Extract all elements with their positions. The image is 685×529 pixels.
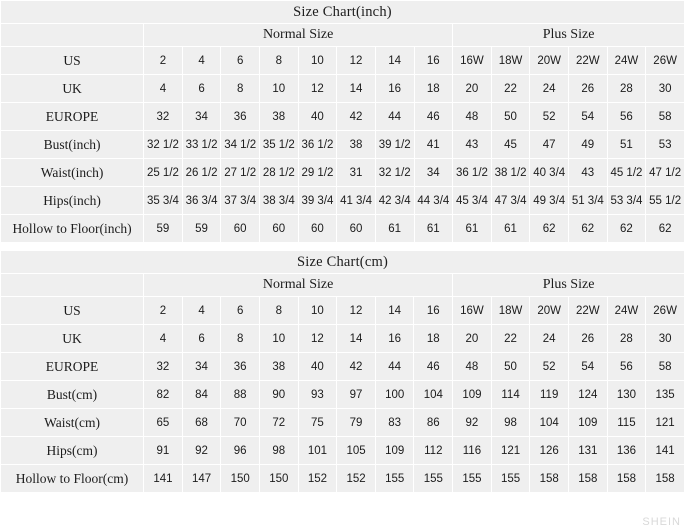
cell: 12 [298,325,337,353]
cell: 152 [298,465,337,493]
cell: 16 [375,75,414,103]
cell: 155 [491,465,530,493]
cell: 44 [375,353,414,381]
cell: 48 [453,103,492,131]
row-label-us-cm: US [1,297,144,325]
group-normal-size-cm: Normal Size [144,274,453,297]
cell: 124 [568,381,607,409]
cell: 101 [298,437,337,465]
cell: 121 [491,437,530,465]
cell: 8 [221,325,260,353]
cell: 12 [337,297,376,325]
cell: 61 [491,215,530,243]
cell: 38 1/2 [491,159,530,187]
table-row [1,131,685,159]
cell: 104 [414,381,453,409]
cell: 91 [144,437,183,465]
cell: 62 [569,215,608,243]
group-row-spacer [1,274,144,297]
row-label-hips-cm: Hips(cm) [1,437,144,465]
cell: 36 [221,103,260,131]
cell: 51 3/4 [569,187,608,215]
cell: 41 3/4 [337,187,376,215]
cell: 39 1/2 [375,131,414,159]
cell: 28 1/2 [260,159,299,187]
cell: 141 [646,437,685,465]
row-label-europe-cm: EUROPE [1,353,144,381]
cell: 10 [298,297,337,325]
cell: 58 [646,103,685,131]
cell: 130 [607,381,646,409]
cell: 10 [260,75,299,103]
cell: 97 [337,381,376,409]
cell: 147 [182,465,221,493]
cell: 14 [375,47,414,75]
row-label-waist-inch: Waist(inch) [1,159,144,187]
cell: 38 3/4 [260,187,299,215]
cell: 55 1/2 [646,187,685,215]
row-label-bust-cm: Bust(cm) [1,381,144,409]
cell: 32 [144,353,183,381]
row-label-hips-inch: Hips(inch) [1,187,144,215]
cell: 100 [375,381,414,409]
row-label-waist-cm: Waist(cm) [1,409,144,437]
cell: 40 [298,103,337,131]
cell: 28 [607,325,646,353]
cell: 54 [568,353,607,381]
cell: 6 [221,297,260,325]
table-row [1,187,685,215]
cell: 53 3/4 [607,187,646,215]
cell: 24 [530,325,569,353]
cell: 12 [337,47,376,75]
cell: 158 [646,465,685,493]
cell: 62 [607,215,646,243]
cell: 62 [646,215,685,243]
size-chart-cm-block [0,250,685,493]
cell: 34 1/2 [221,131,260,159]
cell: 61 [453,215,492,243]
cell: 58 [646,353,685,381]
cell: 60 [337,215,376,243]
cell: 43 [453,131,492,159]
cell: 44 [375,103,414,131]
cell: 158 [607,465,646,493]
cell: 30 [646,75,685,103]
cell: 68 [182,409,221,437]
cell: 82 [144,381,183,409]
table-title-row [1,251,685,274]
table-row [1,465,685,493]
cell: 25 1/2 [144,159,183,187]
cell: 96 [221,437,260,465]
group-normal-size-inch: Normal Size [144,24,453,47]
size-chart-inch-block [0,0,685,244]
cell: 52 [530,103,569,131]
cell: 4 [182,297,221,325]
cell: 155 [375,465,414,493]
cell: 46 [414,353,453,381]
cell: 30 [646,325,685,353]
cell: 158 [568,465,607,493]
cell: 35 3/4 [144,187,183,215]
cell: 105 [337,437,376,465]
cell: 18W [491,297,530,325]
table-row [1,353,685,381]
cell: 49 3/4 [530,187,569,215]
table-row [1,297,685,325]
size-chart-inch-table [0,0,685,243]
cell: 22W [568,297,607,325]
cell: 42 [337,103,376,131]
cell: 98 [491,409,530,437]
cell: 44 3/4 [414,187,453,215]
cell: 109 [375,437,414,465]
cell: 56 [607,103,646,131]
table-row [1,159,685,187]
cell: 45 3/4 [453,187,492,215]
cell: 104 [530,409,569,437]
chart-title-inch: Size Chart(inch) [1,1,685,24]
cell: 36 3/4 [182,187,221,215]
cell: 27 1/2 [221,159,260,187]
cell: 150 [221,465,260,493]
cell: 6 [182,325,221,353]
table-row [1,75,685,103]
table-row [1,103,685,131]
cell: 16W [453,297,492,325]
cell: 45 [491,131,530,159]
cell: 72 [259,409,298,437]
cell: 116 [453,437,492,465]
cell: 26 1/2 [182,159,221,187]
table-row [1,381,685,409]
cell: 109 [568,409,607,437]
cell: 22 [491,325,530,353]
cell: 20W [530,47,569,75]
cell: 60 [298,215,337,243]
chart-title-cm: Size Chart(cm) [1,251,685,274]
cell: 42 3/4 [375,187,414,215]
cell: 50 [491,353,530,381]
row-label-uk-cm: UK [1,325,144,353]
cell: 75 [298,409,337,437]
cell: 4 [144,325,183,353]
row-label-europe-inch: EUROPE [1,103,144,131]
cell: 24 [530,75,569,103]
cell: 48 [453,353,492,381]
cell: 47 3/4 [491,187,530,215]
cell: 6 [221,47,260,75]
cell: 14 [337,325,376,353]
cell: 12 [298,75,337,103]
cell: 24W [607,297,646,325]
group-plus-size-cm: Plus Size [453,274,685,297]
cell: 109 [453,381,492,409]
cell: 119 [530,381,569,409]
cell: 38 [260,103,299,131]
cell: 59 [144,215,183,243]
cell: 70 [221,409,260,437]
cell: 28 [607,75,646,103]
cell: 31 [337,159,376,187]
table-row [1,437,685,465]
cell: 6 [182,75,221,103]
cell: 20 [453,325,492,353]
watermark-text: SHEIN [642,516,681,528]
size-chart-cm-table [0,250,685,493]
cell: 34 [414,159,453,187]
cell: 152 [337,465,376,493]
cell: 32 1/2 [375,159,414,187]
cell: 36 1/2 [453,159,492,187]
cell: 16 [414,47,453,75]
cell: 10 [259,325,298,353]
cell: 136 [607,437,646,465]
cell: 49 [569,131,608,159]
cell: 36 [221,353,260,381]
table-group-row [1,24,685,47]
cell: 47 1/2 [646,159,685,187]
group-plus-size-inch: Plus Size [453,24,685,47]
cell: 40 3/4 [530,159,569,187]
cell: 10 [298,47,337,75]
cell: 155 [453,465,492,493]
cell: 43 [569,159,608,187]
cell: 8 [259,297,298,325]
cell: 22W [569,47,608,75]
cell: 20 [453,75,492,103]
cell: 60 [221,215,260,243]
cell: 38 [259,353,298,381]
cell: 98 [259,437,298,465]
cell: 20W [530,297,569,325]
cell: 16 [375,325,414,353]
cell: 54 [569,103,608,131]
cell: 65 [144,409,183,437]
table-row [1,325,685,353]
cell: 34 [182,353,221,381]
row-label-uk-inch: UK [1,75,144,103]
cell: 26 [569,75,608,103]
table-row [1,47,685,75]
cell: 51 [607,131,646,159]
cell: 4 [182,47,221,75]
cell: 46 [414,103,453,131]
table-title-row [1,1,685,24]
cell: 14 [337,75,376,103]
cell: 18W [491,47,530,75]
cell: 150 [259,465,298,493]
cell: 16W [453,47,492,75]
cell: 47 [530,131,569,159]
cell: 22 [491,75,530,103]
cell: 18 [414,75,453,103]
cell: 50 [491,103,530,131]
cell: 14 [375,297,414,325]
cell: 114 [491,381,530,409]
cell: 126 [530,437,569,465]
cell: 32 1/2 [144,131,183,159]
cell: 155 [414,465,453,493]
cell: 8 [221,75,260,103]
cell: 62 [530,215,569,243]
table-row [1,409,685,437]
row-label-us-inch: US [1,47,144,75]
cell: 32 [144,103,183,131]
cell: 115 [607,409,646,437]
cell: 34 [182,103,221,131]
cell: 121 [646,409,685,437]
cell: 2 [144,47,183,75]
cell: 131 [568,437,607,465]
table-row [1,215,685,243]
cell: 83 [375,409,414,437]
cell: 2 [144,297,183,325]
cell: 112 [414,437,453,465]
cell: 84 [182,381,221,409]
cell: 16 [414,297,453,325]
cell: 39 3/4 [298,187,337,215]
cell: 93 [298,381,337,409]
cell: 88 [221,381,260,409]
cell: 40 [298,353,337,381]
cell: 38 [337,131,376,159]
cell: 37 3/4 [221,187,260,215]
cell: 79 [337,409,376,437]
cell: 42 [337,353,376,381]
cell: 4 [144,75,183,103]
cell: 8 [260,47,299,75]
row-label-bust-inch: Bust(inch) [1,131,144,159]
cell: 36 1/2 [298,131,337,159]
cell: 33 1/2 [182,131,221,159]
cell: 61 [375,215,414,243]
row-label-hollow-to-floor-inch: Hollow to Floor(inch) [1,215,144,243]
cell: 90 [259,381,298,409]
cell: 56 [607,353,646,381]
cell: 45 1/2 [607,159,646,187]
cell: 26W [646,297,685,325]
cell: 18 [414,325,453,353]
cell: 92 [182,437,221,465]
cell: 52 [530,353,569,381]
cell: 26 [568,325,607,353]
cell: 29 1/2 [298,159,337,187]
cell: 26W [646,47,685,75]
cell: 141 [144,465,183,493]
cell: 60 [260,215,299,243]
row-label-hollow-to-floor-cm: Hollow to Floor(cm) [1,465,144,493]
cell: 59 [182,215,221,243]
cell: 24W [607,47,646,75]
group-row-spacer [1,24,144,47]
cell: 158 [530,465,569,493]
cell: 41 [414,131,453,159]
cell: 86 [414,409,453,437]
cell: 92 [453,409,492,437]
cell: 35 1/2 [260,131,299,159]
cell: 61 [414,215,453,243]
cell: 135 [646,381,685,409]
cell: 53 [646,131,685,159]
table-group-row [1,274,685,297]
